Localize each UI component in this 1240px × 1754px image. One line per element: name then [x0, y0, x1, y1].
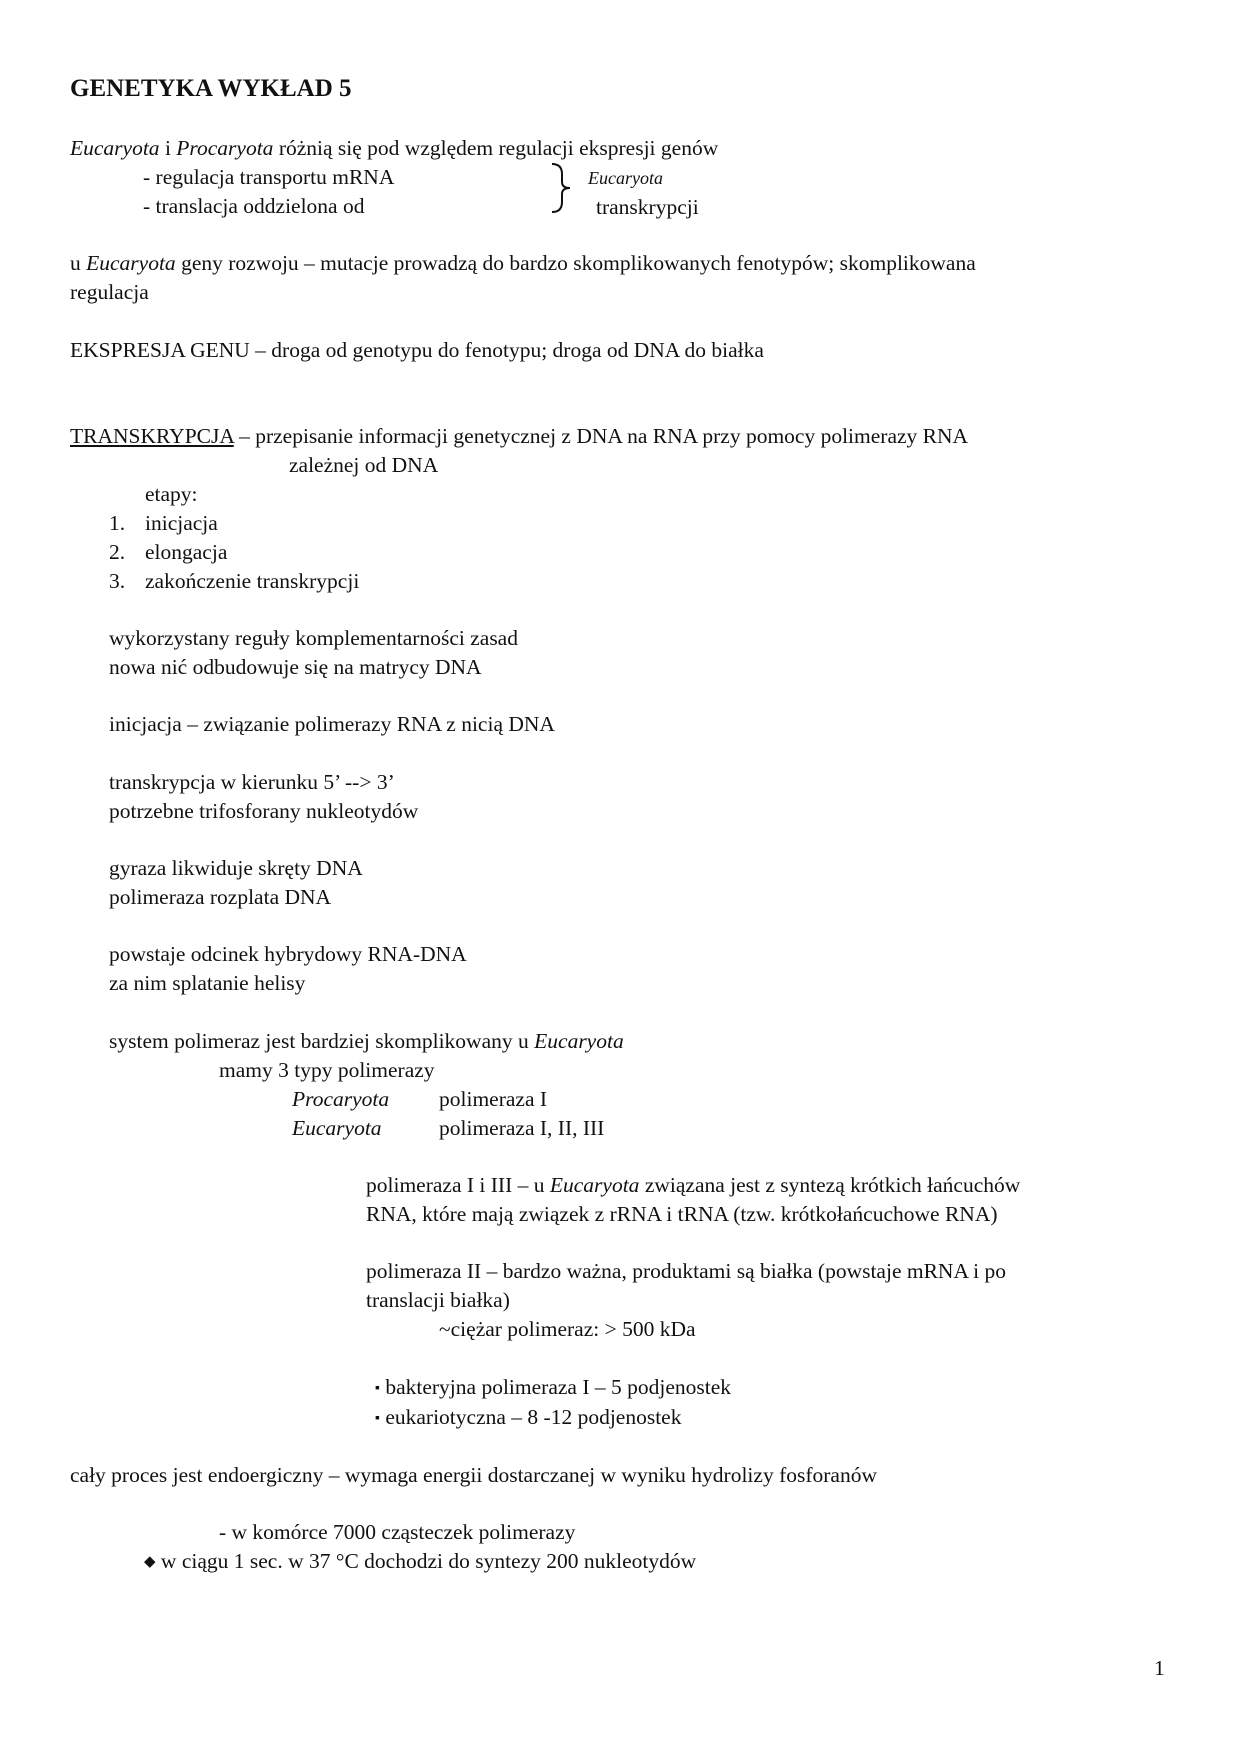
eucaryota-label: Eucaryota: [292, 1116, 382, 1140]
development-line: u Eucaryota geny rozwoju – mutacje prowadzą do bardzo skomplikowanych fenotypów; skomplikowana: [70, 251, 976, 275]
stages-label: etapy:: [145, 482, 198, 506]
paragraph-line: transkrypcja w kierunku 5’ --> 3’: [109, 770, 395, 794]
page-title: GENETYKA WYKŁAD 5: [70, 75, 352, 102]
intro-item-2: - translacja oddzielona od: [143, 194, 365, 218]
diamond-bullet-icon: ◆: [144, 1554, 156, 1570]
bullet-item: ▪ bakteryjna polimeraza I – 5 podjenostek: [375, 1375, 732, 1399]
polymerase-1-3-line: polimeraza I i III – u Eucaryota związana jest z syntezą krótkich łańcuchów: [366, 1173, 1021, 1197]
stage-number: 1.: [109, 511, 126, 535]
cells-line: - w komórce 7000 cząsteczek polimerazy: [219, 1520, 576, 1544]
right-brace-icon: [548, 160, 574, 216]
polymerase-2-line-2: translacji białka): [366, 1288, 510, 1312]
procaryota-value: polimeraza I: [439, 1087, 548, 1111]
polymerase-1-3-line-2: RNA, które mają związek z rRNA i tRNA (tzw. krótkołańcuchowe RNA): [366, 1202, 998, 1226]
energy-line: cały proces jest endoergiczny – wymaga energii dostarczanej w wyniku hydrolizy fosforanów: [70, 1463, 877, 1487]
polymerase-types: mamy 3 typy polimerazy: [219, 1058, 435, 1082]
paragraph-line: nowa nić odbudowuje się na matrycy DNA: [109, 655, 482, 679]
development-line-2: regulacja: [70, 280, 149, 304]
polymerase-system-line: system polimeraz jest bardziej skomplikowany u Eucaryota: [109, 1029, 624, 1053]
paragraph-line: polimeraza rozplata DNA: [109, 885, 332, 909]
page-number: 1: [1154, 1656, 1165, 1680]
transcription-definition-2: zależnej od DNA: [289, 453, 439, 477]
sys-eucaryota: Eucaryota: [534, 1029, 624, 1053]
polymerase-2-line: polimeraza II – bardzo ważna, produktami są białka (powstaje mRNA i po: [366, 1259, 1007, 1283]
intro-line: [70, 135, 718, 161]
paragraph-line: wykorzystany reguły komplementarności zasad: [109, 626, 518, 650]
dev-eucaryota: Eucaryota: [86, 251, 176, 275]
brace-eucaryota: Eucaryota: [588, 168, 663, 188]
intro-rest: różnią się pod względem regulacji ekspresji genów: [273, 136, 719, 160]
stage-item: elongacja: [145, 540, 228, 564]
eucaryota-value: polimeraza I, II, III: [439, 1116, 605, 1140]
stage-item: zakończenie transkrypcji: [145, 569, 360, 593]
polymerase-weight: ~ciężar polimeraz: > 500 kDa: [439, 1317, 696, 1341]
stage-number: 2.: [109, 540, 126, 564]
expression-definition: EKSPRESJA GENU – droga od genotypu do fenotypu; droga od DNA do białka: [70, 338, 764, 362]
paragraph-line: potrzebne trifosforany nukleotydów: [109, 799, 419, 823]
brace-transkrypcji: transkrypcji: [596, 195, 699, 219]
transcription-definition: TRANSKRYPCJA – przepisanie informacji genetycznej z DNA na RNA przy pomocy polimerazy RNA: [70, 424, 969, 448]
rate-line: ◆ w ciągu 1 sec. w 37 °C dochodzi do syntezy 200 nukleotydów: [144, 1549, 697, 1573]
paragraph-line: inicjacja – związanie polimerazy RNA z nicią DNA: [109, 712, 555, 736]
bullet-item: ▪ eukariotyczna – 8 -12 podjenostek: [375, 1405, 682, 1429]
intro-and: i: [159, 136, 177, 160]
bullet-icon: ▪: [375, 1411, 380, 1426]
paragraph-line: powstaje odcinek hybrydowy RNA-DNA: [109, 942, 467, 966]
paragraph-line: gyraza likwiduje skręty DNA: [109, 856, 363, 880]
paragraph-line: za nim splatanie helisy: [109, 971, 306, 995]
transcription-heading: TRANSKRYPCJA: [70, 424, 234, 448]
intro-item-1: - regulacja transportu mRNA: [143, 165, 395, 189]
pol13-eucaryota: Eucaryota: [549, 1173, 640, 1197]
intro-procaryota: Procaryota: [176, 136, 274, 160]
stage-number: 3.: [109, 569, 126, 593]
stage-item: inicjacja: [145, 511, 218, 535]
bullet-icon: ▪: [375, 1381, 380, 1396]
procaryota-label: Procaryota: [292, 1087, 390, 1111]
intro-eucaryota: Eucaryota: [70, 136, 160, 160]
